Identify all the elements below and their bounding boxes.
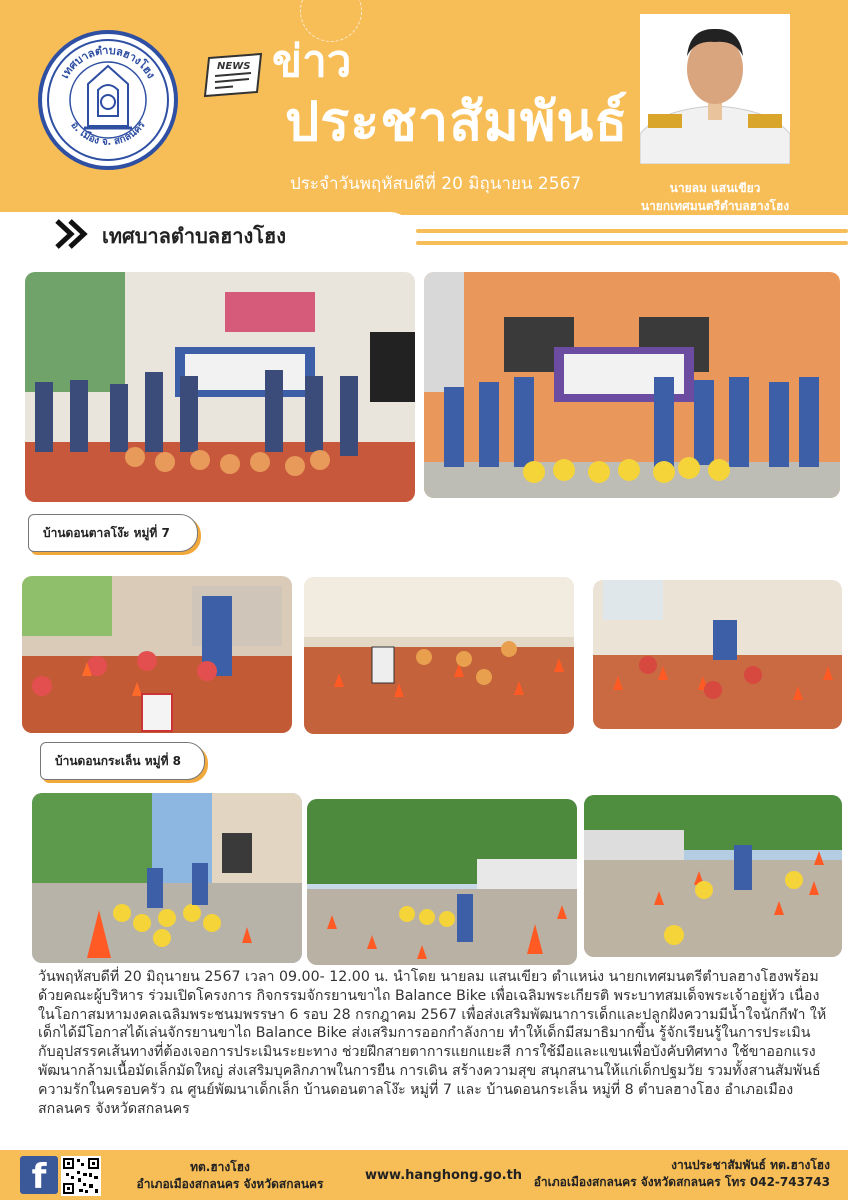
footer-org-location: อำเภอเมืองสกลนคร จังหวัดสกลนคร [136, 1177, 324, 1191]
mayor-title: นายกเทศมนตรีตำบลฮางโฮง [640, 199, 790, 213]
issue-date: ประจำวันพฤหัสบดีที่ 20 มิถุนายน 2567 [290, 174, 582, 194]
news-badge-text: NEWS [217, 61, 251, 72]
double-chevron-icon [55, 219, 89, 253]
footer-pr-unit: งานประชาสัมพันธ์ ทต.ฮางโฮง [671, 1158, 830, 1172]
label-village-8: บ้านดอนกระเล็น หมู่ที่ 8 [40, 742, 205, 780]
qr-code-icon [61, 1156, 101, 1196]
photo-village7-activity-1 [22, 576, 292, 733]
headline-news: ข่าว [272, 36, 352, 87]
photo-opening-ceremony-indoor [25, 272, 415, 502]
photo-village8-activity-1 [32, 793, 302, 963]
logo-text-top: เทศบาลตำบลฮางโฮง [58, 43, 158, 81]
mayor-portrait [640, 14, 790, 164]
decorative-line [416, 241, 848, 245]
news-icon [203, 52, 267, 98]
footer-org-name: ทต.ฮางโฮง [190, 1160, 250, 1174]
section-title: เทศบาลตำบลฮางโฮง [102, 224, 286, 248]
facebook-glyph: f [31, 1157, 47, 1194]
article-body: วันพฤหัสบดีที่ 20 มิถุนายน 2567 เวลา 09.00- 12.00 น. นำโดย นายลม แสนเขียว ตำแหน่ง นายกเทศมนตรีตำบลฮางโฮงพร้อมด้วยคณะผู้บริหาร ร่วมเปิดโครงการ กิจกรรมจักรยานขาไถ Balance Bike เพื่อเฉลิมพระเกียรติ พระบาทสมเด็จพระเจ้าอยู่หัว เนื่องในโอกาสมหามงคลเฉลิมพระชนมพรรษา 6 รอบ 28 กรกฎาคม 2567 เพื่อส่งเสริมพัฒนาการเด็กและปลูกฝังความมีน้ำใจนักกีฬา ให้เด็กได้มีโอกาสได้เล่นจักรยานขาไถ Balance Bike ส่งเสริมการออกกำลังกาย ทำให้เด็กมีสมาธิมากขึ้น รู้จักเรียนรู้ในการประเมินกับอุปสรรคเส้นทางที่ต้องเจอการประเมินระยะทาง ช่วยฝึกสายตาการแยกแยะสี การใช้มือและแขนเพื่อบังคับทิศทาง ใช้ขาออกแรง พัฒนากล้ามเนื้อมัดเล็กมัดใหญ่ ส่งเสริมบุคลิกภาพในการยืน การเดิน สร้างความสุข สนุกสนานให้แก่เด็กปฐมวัย รวมทั้งสานสัมพันธ์ความรักในครอบครัว ณ ศูนย์พัฒนาเด็กเล็ก บ้านดอนตาลโง๊ะ หมู่ที่ 7 และ บ้านดอนกระเล็น หมู่ที่ 8 ตำบลฮางโฮง อำเภอเมืองสกลนคร จังหวัดสกลนคร [38, 969, 827, 1117]
photo-village7-activity-3 [593, 580, 842, 729]
photo-village8-activity-3 [584, 795, 842, 957]
footer-contact-phone: อำเภอเมืองสกลนคร จังหวัดสกลนคร โทร 042-743743 [533, 1175, 830, 1189]
facebook-icon[interactable] [20, 1156, 58, 1194]
label-village-7: บ้านดอนตาลโง๊ะ หมู่ที่ 7 [28, 514, 198, 552]
logo-text-bottom: อ. เมือง จ. สกลนคร [68, 119, 148, 148]
headline-public-relations: ประชาสัมพันธ์ [285, 90, 629, 153]
photo-village8-activity-2 [307, 799, 577, 965]
decorative-line [416, 229, 848, 233]
municipality-logo [38, 30, 178, 170]
mayor-name: นายลม แสนเขียว [669, 181, 761, 195]
photo-opening-ceremony-outdoor [424, 272, 840, 498]
photo-village7-activity-2 [304, 577, 574, 734]
footer-website-link[interactable]: www.hanghong.go.th [365, 1168, 523, 1183]
